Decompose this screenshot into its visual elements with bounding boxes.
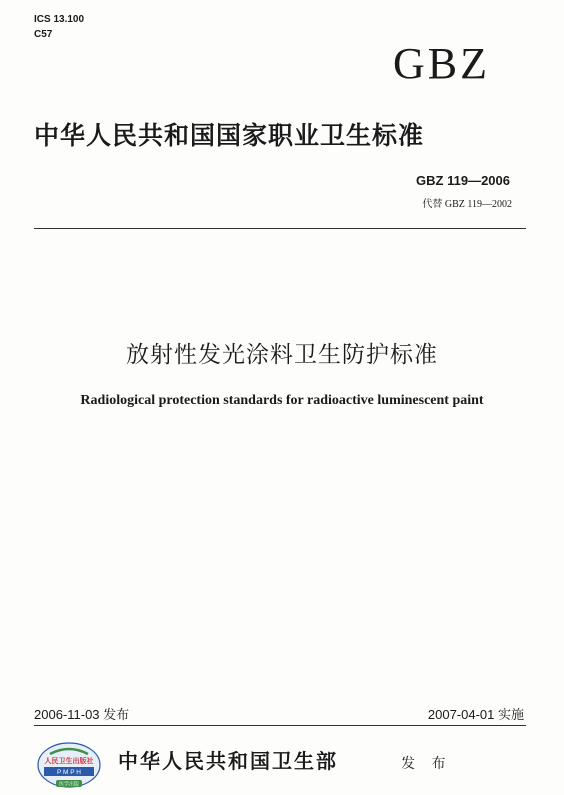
bottom-divider <box>34 725 526 726</box>
replaces-note: 代替 GBZ 119—2002 <box>422 199 512 210</box>
standard-type: 中华人民共和国国家职业卫生标准 <box>34 121 425 150</box>
title-english: Radiological protection standards for radioactive luminescent paint <box>80 393 484 408</box>
standard-prefix: GBZ <box>393 39 490 88</box>
top-divider <box>34 228 526 229</box>
publisher-logo <box>36 742 102 790</box>
issue-date: 2006-11-03 发布 <box>34 707 130 722</box>
logo-text-top: 人民卫生出版社 <box>44 757 94 765</box>
logo-text-bottom: 医学出版 <box>58 781 80 788</box>
implementation-date: 2007-04-01 实施 <box>427 707 524 722</box>
issuing-authority: 中华人民共和国卫生部 <box>118 749 338 773</box>
standard-number: GBZ 119—2006 <box>416 173 510 188</box>
ics-code: ICS 13.100 <box>34 14 85 25</box>
ccs-code: C57 <box>34 29 53 40</box>
title-chinese: 放射性发光涂料卫生防护标准 <box>126 342 438 368</box>
issuing-verb: 发 布 <box>401 756 452 772</box>
logo-text-letters: P M P H <box>57 769 81 776</box>
